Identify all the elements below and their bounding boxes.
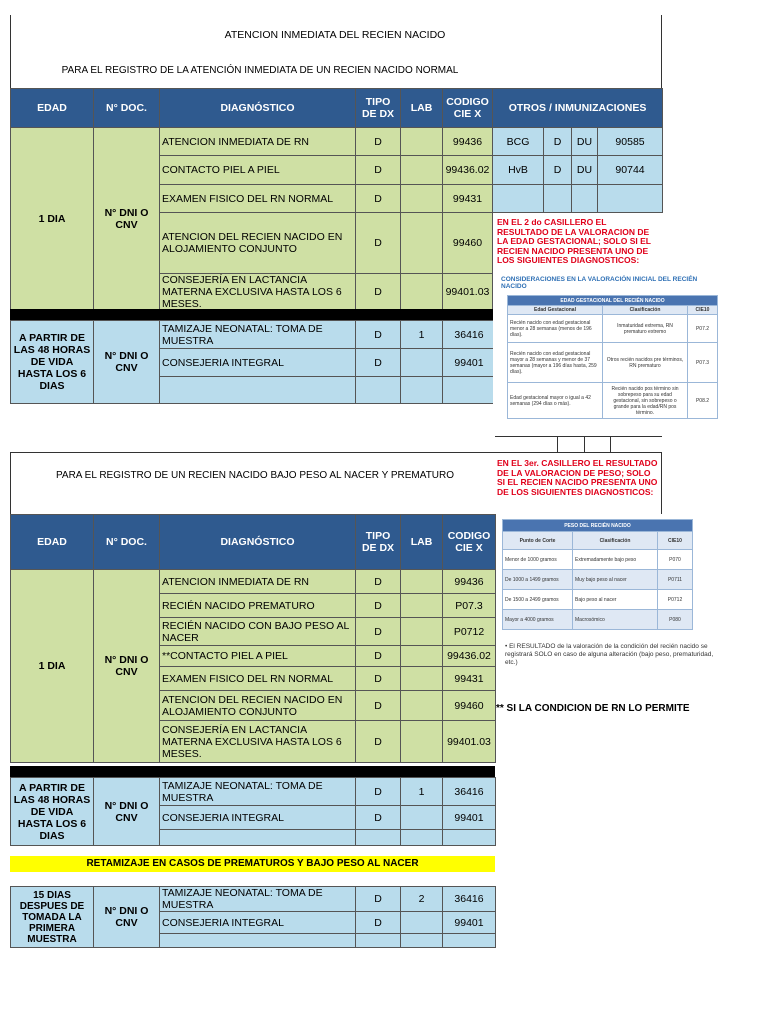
dx-cell: EXAMEN FISICO DEL RN NORMAL [160,667,356,691]
retamizaje-banner: RETAMIZAJE EN CASOS DE PREMATUROS Y BAJO PESO AL NACER [10,856,495,872]
table-row: De 1000 a 1499 gramos Muy bajo peso al nacer P0711 [503,570,693,590]
code-cell: 99460 [443,691,496,721]
code-cell: 99401.03 [443,274,493,311]
tipo-cell: D [356,274,401,311]
gest-table-title: EDAD GESTACIONAL DEL RECIÉN NACIDO [508,296,718,306]
code-cell: P0712 [443,618,496,646]
tipo-cell: D [356,912,401,934]
gestational-table [507,295,718,419]
gestational-age-figure [493,268,721,436]
gest-col1: Edad Gestacional [508,306,603,315]
dx-cell: EXAMEN FISICO DEL RN NORMAL [160,185,356,213]
lab-cell [401,128,443,156]
section1-title: ATENCION INMEDIATA DEL RECIEN NACIDO [224,29,446,41]
doc-cell: N° DNI O CNV [94,321,160,404]
weight-figure [497,515,727,675]
code-cell: 99401 [443,806,496,830]
code-cell: 99401.03 [443,721,496,763]
weight-col3: CIE10 [658,532,693,550]
table-row [11,778,496,806]
tipo-cell: D [356,646,401,667]
table-row: Edad gestacional mayor o igual a 42 semanas (294 días o más). Recién nacido pos término sin sobrepeso para su edad gestacional, sin sobrepeso o grande para la edad/RN pos término. P08.2 [508,383,718,419]
note-condition: ** SI LA CONDICION DE RN LO PERMITE [496,703,690,714]
age-cell: A PARTIR DE LAS 48 HORAS DE VIDA HASTA LOS 6 DIAS [11,778,94,846]
section1-frame [10,15,662,89]
dx-cell: RECIÉN NACIDO PREMATURO [160,594,356,618]
col-diagnostico: DIAGNÓSTICO [160,515,356,570]
dx-cell: CONSEJERIA INTEGRAL [160,349,356,377]
col-lab: LAB [401,89,443,128]
table-row [11,128,663,156]
separator-bar [10,309,495,320]
dx-cell: CONTACTO PIEL A PIEL [160,156,356,185]
lab-cell [401,721,443,763]
col-lab: LAB [401,515,443,570]
dx-cell: RECIÉN NACIDO CON BAJO PESO AL NACER [160,618,356,646]
imm-name: HvB [493,156,544,185]
tipo-cell: D [356,349,401,377]
lab-cell [401,213,443,274]
age-cell: A PARTIR DE LAS 48 HORAS DE VIDA HASTA LOS 6 DIAS [11,321,94,404]
code-cell: P07.3 [443,594,496,618]
imm-name: BCG [493,128,544,156]
tipo-cell: D [356,618,401,646]
tipo-cell: D [356,667,401,691]
section1-subtitle: PARA EL REGISTRO DE LA ATENCIÓN INMEDIATA DE UN RECIEN NACIDO NORMAL [61,65,459,76]
code-cell: 36416 [443,321,496,349]
col-edad: EDAD [11,89,94,128]
dx-cell: CONSEJERIA INTEGRAL [160,912,356,934]
imm-du: DU [572,156,598,185]
tipo-cell: D [356,321,401,349]
gest-col3: CIE10 [688,306,718,315]
code-cell: 99431 [443,667,496,691]
table-row: De 1500 a 2499 gramos Bajo peso al nacer P0712 [503,590,693,610]
table-row [11,887,496,912]
weight-footnote: • El RESULTADO de la valoración de la condición del recién nacido se registrará SOLO en caso de alguna alteración (bajo peso, prematuridad, etc.) [505,643,714,666]
col-otros: OTROS / INMUNIZACIONES [493,89,663,128]
weight-table [502,519,693,630]
lab-cell: 1 [401,321,443,349]
table-row: Mayor a 4000 gramos Macrosómico P080 [503,610,693,630]
col-ndoc: N° DOC. [94,515,160,570]
col-codigo: CODIGO CIE X [443,89,493,128]
table-low-weight [10,514,496,763]
col-codigo: CODIGO CIE X [443,515,496,570]
tipo-cell: D [356,691,401,721]
lab-cell: 1 [401,778,443,806]
table-normal-48h [10,320,496,404]
tipo-cell: D [356,778,401,806]
dx-cell: TAMIZAJE NEONATAL: TOMA DE MUESTRA [160,778,356,806]
code-cell: 99436 [443,128,493,156]
table-row: Recién nacido con edad gestacional menor a 28 semanas (menos de 196 días). Inmaturidad extrema, RN prematuro extremo P07.2 [508,315,718,343]
tipo-cell: D [356,570,401,594]
tipo-cell: D [356,806,401,830]
lab-cell [401,646,443,667]
imm-code: 90585 [598,128,663,156]
dx-cell: **CONTACTO PIEL A PIEL [160,646,356,667]
code-cell: 99436 [443,570,496,594]
col-diagnostico: DIAGNÓSTICO [160,89,356,128]
dx-cell: ATENCION DEL RECIEN NACIDO EN ALOJAMIENTO CONJUNTO [160,691,356,721]
lab-cell [401,667,443,691]
weight-table-title: PESO DEL RECIÉN NACIDO [503,520,693,532]
dx-cell: TAMIZAJE NEONATAL: TOMA DE MUESTRA [160,887,356,912]
note-gestational: EN EL 2 do CASILLERO EL RESULTADO DE LA VALORACION DE LA EDAD GESTACIONAL; SOLO SI EL RECIEN NACIDO PRESENTA UNO DE LOS SIGUIENTES DIAGNOSTICOS: [497,217,651,265]
weight-col2: Clasificación [573,532,658,550]
doc-cell: N° DNI O CNV [94,778,160,846]
doc-cell: N° DNI O CNV [94,128,160,311]
tipo-cell: D [356,156,401,185]
dx-cell: ATENCION INMEDIATA DE RN [160,570,356,594]
age-cell: 1 DIA [11,570,94,763]
separator-bar [10,766,495,777]
col-tipo-dx: TIPO DE DX [356,89,401,128]
dx-cell: TAMIZAJE NEONATAL: TOMA DE MUESTRA [160,321,356,349]
weight-col1: Punto de Corte [503,532,573,550]
lab-cell: 2 [401,887,443,912]
table-low-weight-48h [10,777,496,846]
code-cell: 99436.02 [443,646,496,667]
code-cell: 99436.02 [443,156,493,185]
lab-cell [401,618,443,646]
lab-cell [401,806,443,830]
dx-cell: CONSEJERÍA EN LACTANCIA MATERNA EXCLUSIVA HASTA LOS 6 MESES. [160,721,356,763]
dx-cell: ATENCION DEL RECIEN NACIDO EN ALOJAMIENTO CONJUNTO [160,213,356,274]
col-ndoc: N° DOC. [94,89,160,128]
dx-cell: ATENCION INMEDIATA DE RN [160,128,356,156]
section2-subtitle: PARA EL REGISTRO DE UN RECIEN NACIDO BAJO PESO AL NACER Y PREMATURO [55,470,455,481]
lab-cell [401,274,443,311]
code-cell: 36416 [443,887,496,912]
imm-tipo: D [544,156,572,185]
imm-du: DU [572,128,598,156]
table-retamizaje [10,886,496,948]
tipo-cell: D [356,213,401,274]
code-cell: 99401 [443,349,496,377]
tipo-cell: D [356,185,401,213]
lab-cell [401,570,443,594]
lab-cell [401,156,443,185]
col-tipo-dx: TIPO DE DX [356,515,401,570]
tipo-cell: D [356,128,401,156]
gest-col2: Clasificación [603,306,688,315]
gestational-figure-title: CONSIDERACIONES EN LA VALORACIÓN INICIAL DEL RECIÉN NACIDO [501,276,698,290]
tipo-cell: D [356,594,401,618]
table-row: Menor de 1000 gramos Extremadamente bajo peso P070 [503,550,693,570]
lab-cell [401,691,443,721]
dx-cell: CONSEJERIA INTEGRAL [160,806,356,830]
code-cell: 99401 [443,912,496,934]
code-cell: 36416 [443,778,496,806]
lab-cell [401,912,443,934]
lab-cell [401,185,443,213]
table-row [11,570,496,594]
dx-cell: CONSEJERÍA EN LACTANCIA MATERNA EXCLUSIVA HASTA LOS 6 MESES. [160,274,356,311]
table-row: Recién nacido con edad gestacional mayor a 28 semanas y menor de 37 semanas (mayor a 196 días hasta, 259 días). Otros recién nacidos pre términos, RN prematuro P07.3 [508,343,718,383]
age-cell: 15 DIAS DESPUES DE TOMADA LA PRIMERA MUESTRA [11,887,94,948]
doc-cell: N° DNI O CNV [94,570,160,763]
col-edad: EDAD [11,515,94,570]
tipo-cell: D [356,721,401,763]
code-cell: 99431 [443,185,493,213]
imm-code: 90744 [598,156,663,185]
note-weight: EN EL 3er. CASILLERO EL RESULTADO DE LA VALORACION DE PESO; SOLO SI EL RECIEN NACIDO PRESENTA UNO DE LOS SIGUIENTES DIAGNOSTICOS: [497,458,658,497]
age-cell: 1 DIA [11,128,94,311]
doc-cell: N° DNI O CNV [94,887,160,948]
lab-cell [401,594,443,618]
tipo-cell: D [356,887,401,912]
code-cell: 99460 [443,213,493,274]
lab-cell [401,349,443,377]
table-row [11,321,496,349]
imm-tipo: D [544,128,572,156]
